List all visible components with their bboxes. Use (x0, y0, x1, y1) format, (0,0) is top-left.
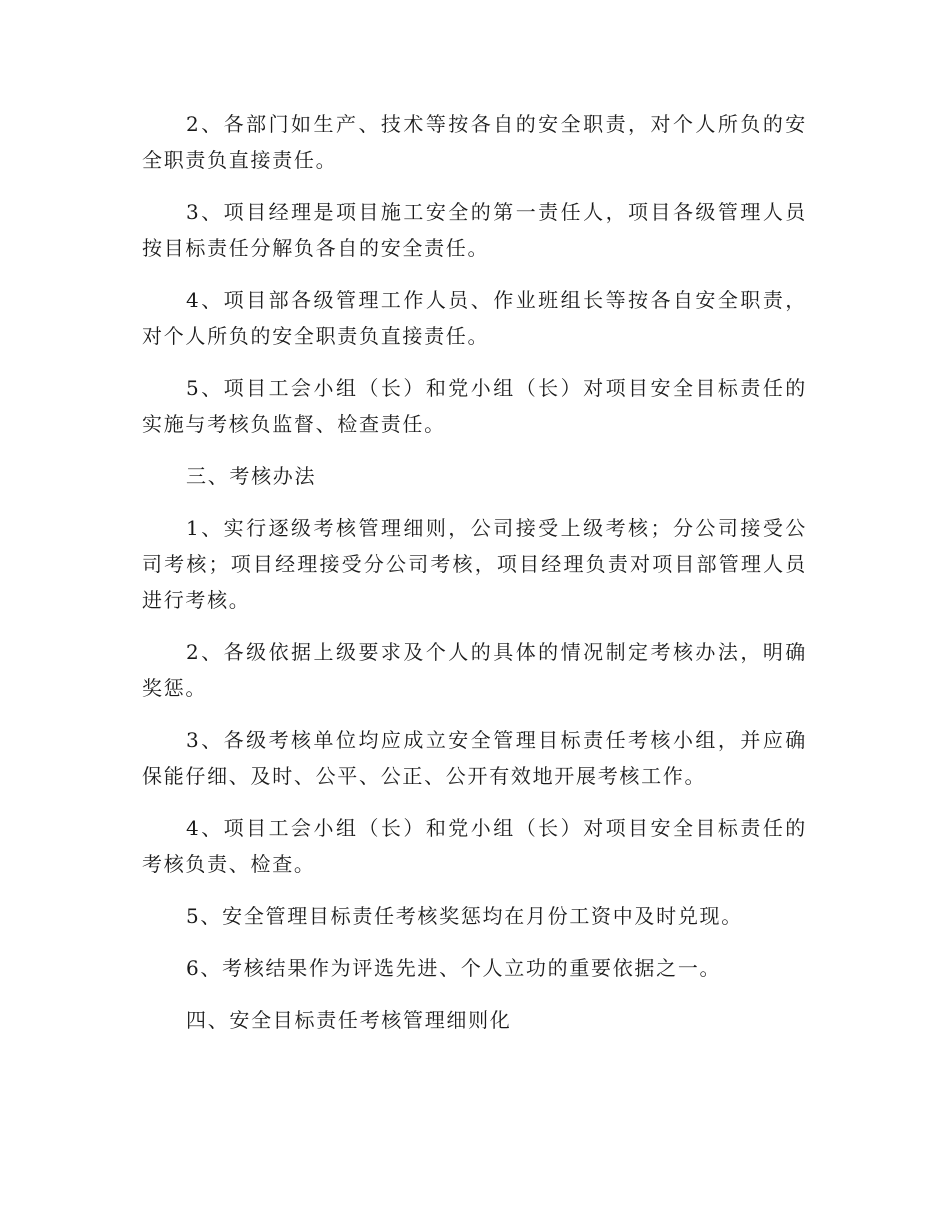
paragraph-assess-5: 5、安全管理目标责任考核奖惩均在月份工资中及时兑现。 (186, 904, 743, 928)
paragraph-duty-3: 3、项目经理是项目施工安全的第一责任人，项目各级管理人员按目标责任分解负各自的安全责任。 (142, 200, 807, 260)
paragraph-assess-3: 3、各级考核单位均应成立安全管理目标责任考核小组，并应确保能仔细、及时、公平、公正、公开有效地开展考核工作。 (142, 728, 807, 788)
paragraph-duty-2: 2、各部门如生产、技术等按各自的安全职责，对个人所负的安全职责负直接责任。 (142, 112, 807, 172)
paragraph-assess-1: 1、实行逐级考核管理细则，公司接受上级考核；分公司接受公司考核；项目经理接受分公司考核，项目经理负责对项目部管理人员进行考核。 (142, 516, 807, 612)
section-heading-3: 三、考核办法 (186, 464, 317, 488)
document-body (142, 106, 807, 1054)
paragraph-duty-4: 4、项目部各级管理工作人员、作业班组长等按各自安全职责，对个人所负的安全职责负直接责任。 (142, 288, 807, 348)
paragraph-duty-5: 5、项目工会小组（长）和党小组（长）对项目安全目标责任的实施与考核负监督、检查责任。 (142, 376, 807, 436)
paragraph-assess-2: 2、各级依据上级要求及个人的具体的情况制定考核办法，明确奖惩。 (142, 640, 807, 700)
paragraph-assess-4: 4、项目工会小组（长）和党小组（长）对项目安全目标责任的考核负责、检查。 (142, 816, 807, 876)
section-heading-4: 四、安全目标责任考核管理细则化 (186, 1008, 512, 1032)
paragraph-assess-6: 6、考核结果作为评选先进、个人立功的重要依据之一。 (186, 956, 722, 980)
